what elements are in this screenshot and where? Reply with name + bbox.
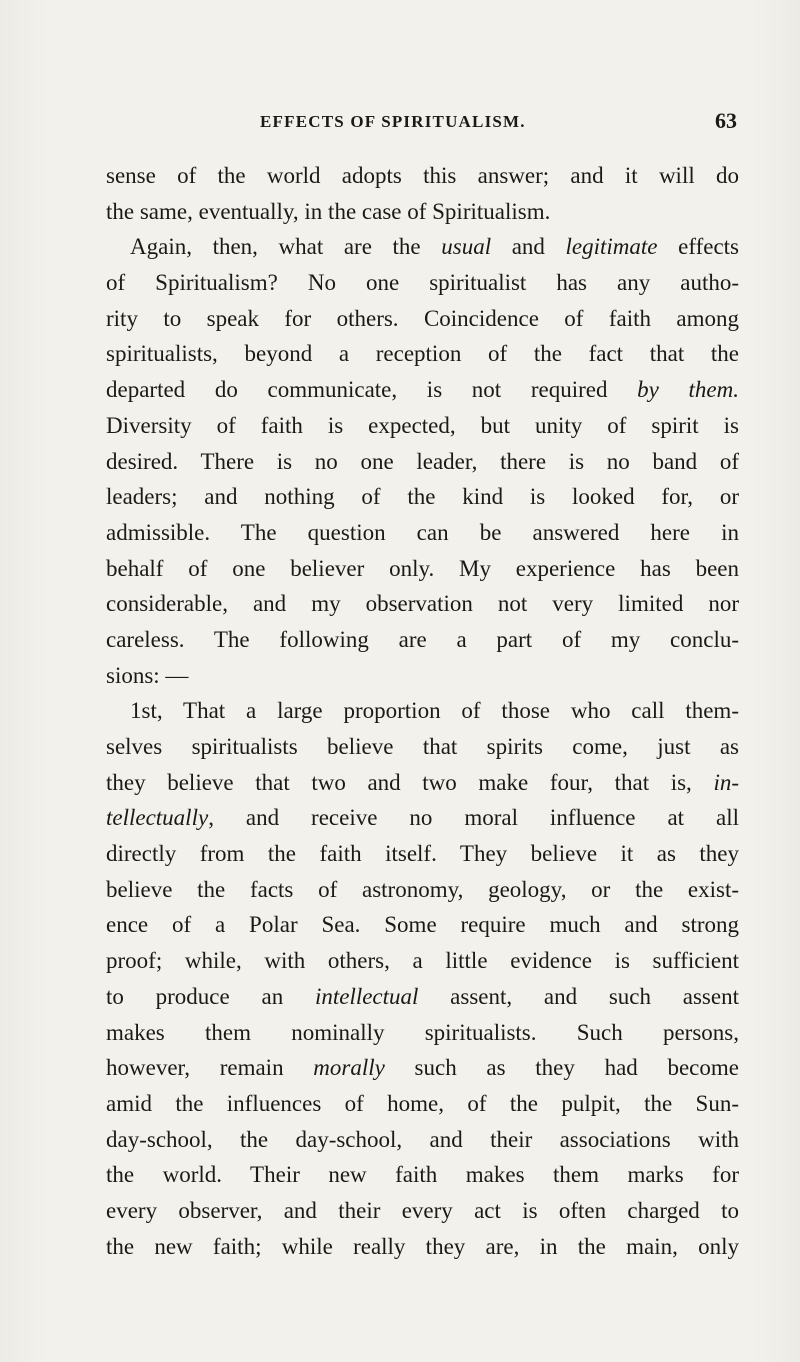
text-line	[106, 336, 739, 372]
text-segment: Again, then, what are the	[130, 234, 442, 260]
text-line	[106, 1122, 739, 1158]
text-segment: proof; while, with others, a little evidence is sufficient	[106, 948, 739, 974]
text-segment: every observer, and their every act is often charged to	[106, 1197, 739, 1223]
text-line	[106, 800, 739, 836]
text-segment: the world. Their new faith makes them marks for	[106, 1162, 739, 1188]
text-line	[106, 729, 739, 765]
text-segment: however, remain	[106, 1055, 314, 1081]
text-segment: behalf of one believer only. My experience has been	[106, 555, 739, 581]
text-line	[106, 872, 739, 908]
text-segment: rity to speak for others. Coincidence of faith among	[106, 305, 739, 331]
text-segment: to produce an	[106, 983, 315, 1009]
text-line	[106, 586, 739, 622]
text-segment: effects	[657, 234, 739, 260]
text-segment: makes them nominally spiritualists. Such persons,	[106, 1019, 739, 1045]
text-line	[106, 979, 739, 1015]
text-line	[106, 1157, 739, 1193]
page-header	[150, 110, 745, 134]
text-line	[106, 1193, 739, 1229]
text-line	[106, 194, 739, 230]
text-line	[106, 1050, 739, 1086]
text-line	[106, 158, 739, 194]
text-line	[106, 301, 739, 337]
italic-text: morally	[313, 1055, 385, 1081]
text-segment: leaders; and nothing of the kind is looked for, or	[106, 484, 739, 510]
text-line	[106, 372, 739, 408]
italic-text: in-	[713, 769, 739, 795]
text-segment: , and receive no moral influence at all	[208, 805, 739, 831]
text-line	[106, 1015, 739, 1051]
text-line	[106, 658, 739, 694]
text-segment: spiritualists, beyond a reception of the fact that the	[106, 341, 739, 367]
text-line	[106, 515, 739, 551]
italic-text: by them.	[637, 377, 739, 403]
text-segment: such as they had become	[384, 1055, 739, 1081]
text-line	[106, 943, 739, 979]
italic-text: legitimate	[565, 234, 658, 260]
page-number: 63	[715, 108, 737, 133]
text-line	[106, 836, 739, 872]
text-segment: considerable, and my observation not very limited nor	[106, 591, 739, 617]
text-segment: directly from the faith itself. They believe it as they	[106, 841, 739, 867]
text-line	[106, 229, 739, 265]
text-segment: they believe that two and two make four, that is,	[106, 769, 714, 795]
text-line	[106, 551, 739, 587]
text-segment: the new faith; while really they are, in the main, only	[106, 1233, 739, 1259]
text-segment: sions: —	[106, 662, 189, 688]
text-line	[106, 444, 739, 480]
text-line	[106, 1229, 739, 1265]
italic-text: tellectually	[106, 805, 209, 831]
text-segment: Diversity of faith is expected, but unity of spirit is	[106, 412, 739, 438]
text-line	[106, 479, 739, 515]
text-segment: of Spiritualism? No one spiritualist has any autho-	[106, 270, 739, 296]
text-segment: sense of the world adopts this answer; and it will do	[106, 163, 739, 188]
text-line	[106, 693, 739, 729]
text-line	[106, 408, 739, 444]
text-segment: desired. There is no one leader, there is no band of	[106, 448, 739, 474]
text-segment: the same, eventually, in the case of Spiritualism.	[106, 198, 551, 224]
text-segment: believe the facts of astronomy, geology, or the exist-	[106, 876, 739, 902]
text-segment: day-school, the day-school, and their associations with	[106, 1126, 739, 1152]
text-line	[106, 907, 739, 943]
text-segment: amid the influences of home, of the pulpit, the Sun-	[106, 1090, 739, 1116]
text-line	[106, 265, 739, 301]
text-line	[106, 1086, 739, 1122]
text-segment: and	[491, 234, 566, 260]
running-head: EFFECTS OF SPIRITUALISM.	[260, 112, 526, 131]
text-segment: admissible. The question can be answered here in	[106, 519, 739, 545]
text-segment: ence of a Polar Sea. Some require much and strong	[106, 912, 739, 938]
text-line	[106, 765, 739, 801]
italic-text: usual	[441, 234, 492, 260]
text-segment: careless. The following are a part of my conclu-	[106, 626, 739, 652]
italic-text: intellectual	[314, 983, 419, 1009]
text-line	[106, 622, 739, 658]
text-segment: 1st, That a large proportion of those who call them-	[130, 698, 739, 724]
text-segment: selves spiritualists believe that spirits come, just as	[106, 734, 739, 759]
text-segment: departed do communicate, is not required	[106, 377, 638, 403]
text-segment: assent, and such assent	[418, 983, 739, 1009]
body-text	[106, 158, 739, 1264]
